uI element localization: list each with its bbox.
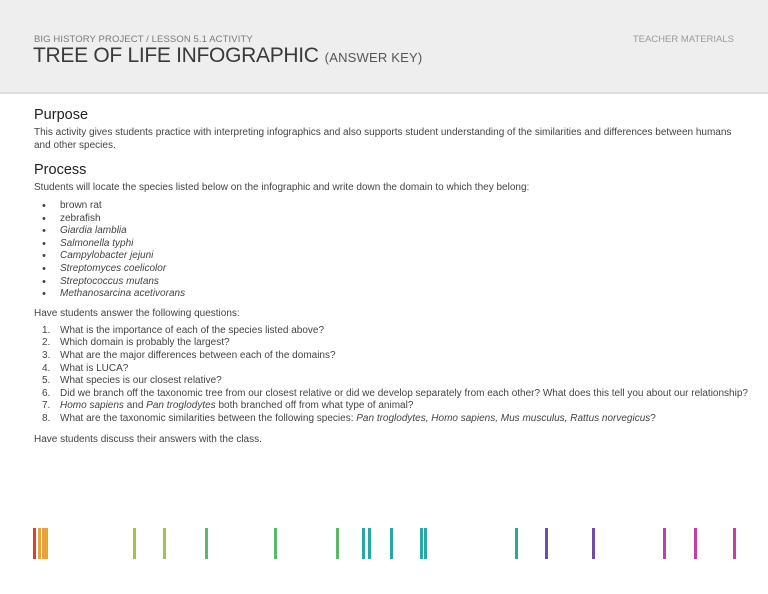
color-bar — [33, 528, 36, 559]
page-title — [33, 44, 422, 68]
color-bar — [390, 528, 393, 559]
species-names-list: Pan troglodytes, Homo sapiens, Mus musculus, Rattus norvegicus — [356, 412, 651, 424]
color-bar — [362, 528, 365, 559]
species-name-homo-sapiens: Homo sapiens — [60, 400, 124, 412]
color-bar — [336, 528, 339, 559]
species-item: • brown rat — [34, 200, 734, 213]
species-item: • Campylobacter jejuni — [34, 250, 734, 263]
question-item — [34, 375, 734, 388]
species-item: • zebrafish — [34, 213, 734, 226]
question-text: both branched off from what type of animal? — [215, 400, 414, 412]
lesson-kicker: BIG HISTORY PROJECT / LESSON 5.1 ACTIVITY — [34, 34, 253, 45]
question-item — [34, 363, 734, 376]
document-body — [34, 106, 748, 446]
process-heading: Process — [34, 162, 87, 178]
color-bar — [45, 528, 48, 559]
question-text: What is the importance of each of the species listed above? — [60, 324, 325, 336]
question-number: 7. — [42, 400, 51, 412]
closing-text: Have students discuss their answers with the class. — [34, 433, 262, 445]
purpose-text: This activity gives students practice with interpreting infographics and also supports student understanding of the similarities and differences between humans and other species. — [34, 127, 732, 151]
question-item — [34, 413, 734, 426]
question-text: What are the major differences between each of the domains? — [60, 349, 336, 361]
species-list — [34, 200, 734, 301]
color-bar — [694, 528, 697, 559]
questions-intro: Have students answer the following questions: — [34, 307, 240, 319]
species-item: • Giardia lamblia — [34, 225, 734, 238]
question-text: What is LUCA? — [60, 362, 129, 374]
color-bar — [424, 528, 427, 559]
species-item: • Streptococcus mutans — [34, 276, 734, 289]
color-bar — [515, 528, 518, 559]
color-bar — [420, 528, 423, 559]
header-divider — [0, 92, 768, 94]
question-text: ? — [650, 412, 656, 424]
color-bar — [274, 528, 277, 559]
question-text: and — [123, 400, 147, 412]
question-text: What are the taxonomic similarities between the following species: — [60, 412, 357, 424]
teacher-materials-label: TEACHER MATERIALS — [632, 34, 734, 45]
title-text: TREE OF LIFE INFOGRAPHIC — [33, 44, 319, 67]
color-bar — [368, 528, 371, 559]
question-number: 3. — [42, 349, 51, 361]
color-bar — [205, 528, 208, 559]
question-number: 6. — [42, 387, 51, 399]
question-text: Which domain is probably the largest? — [60, 337, 230, 349]
question-number: 4. — [42, 362, 51, 374]
color-bar — [38, 528, 41, 559]
purpose-heading: Purpose — [34, 107, 89, 123]
species-item: • Streptomyces coelicolor — [34, 263, 734, 276]
page-header — [0, 0, 768, 92]
question-text: What species is our closest relative? — [60, 375, 222, 387]
question-number: 8. — [42, 412, 51, 424]
color-bar — [163, 528, 166, 559]
question-item — [34, 337, 734, 350]
question-item — [34, 387, 748, 401]
question-item — [34, 325, 734, 338]
species-name-pan-troglodytes: Pan troglodytes — [146, 400, 216, 412]
decorative-color-bar-strip — [0, 528, 768, 560]
question-number: 1. — [42, 324, 51, 336]
color-bar — [133, 528, 136, 559]
process-intro: Students will locate the species listed below on the infographic and write down the domain to which they belong: — [34, 182, 530, 193]
species-item: • Salmonella typhi — [34, 238, 734, 251]
question-text: Did we branch off the taxonomic tree from our closest relative or did we develop separately from each other? What does this tell you about our relationship? — [60, 387, 748, 399]
species-item: • Methanosarcina acetivorans — [34, 288, 734, 301]
question-item — [34, 350, 734, 363]
title-subtitle: (ANSWER KEY) — [324, 50, 423, 65]
color-bar — [545, 528, 548, 559]
color-bar — [592, 528, 595, 559]
question-number: 5. — [42, 375, 51, 387]
question-item — [34, 400, 734, 413]
questions-list — [34, 324, 748, 426]
color-bar — [733, 528, 736, 559]
question-number: 2. — [42, 337, 51, 349]
color-bar — [663, 528, 666, 559]
